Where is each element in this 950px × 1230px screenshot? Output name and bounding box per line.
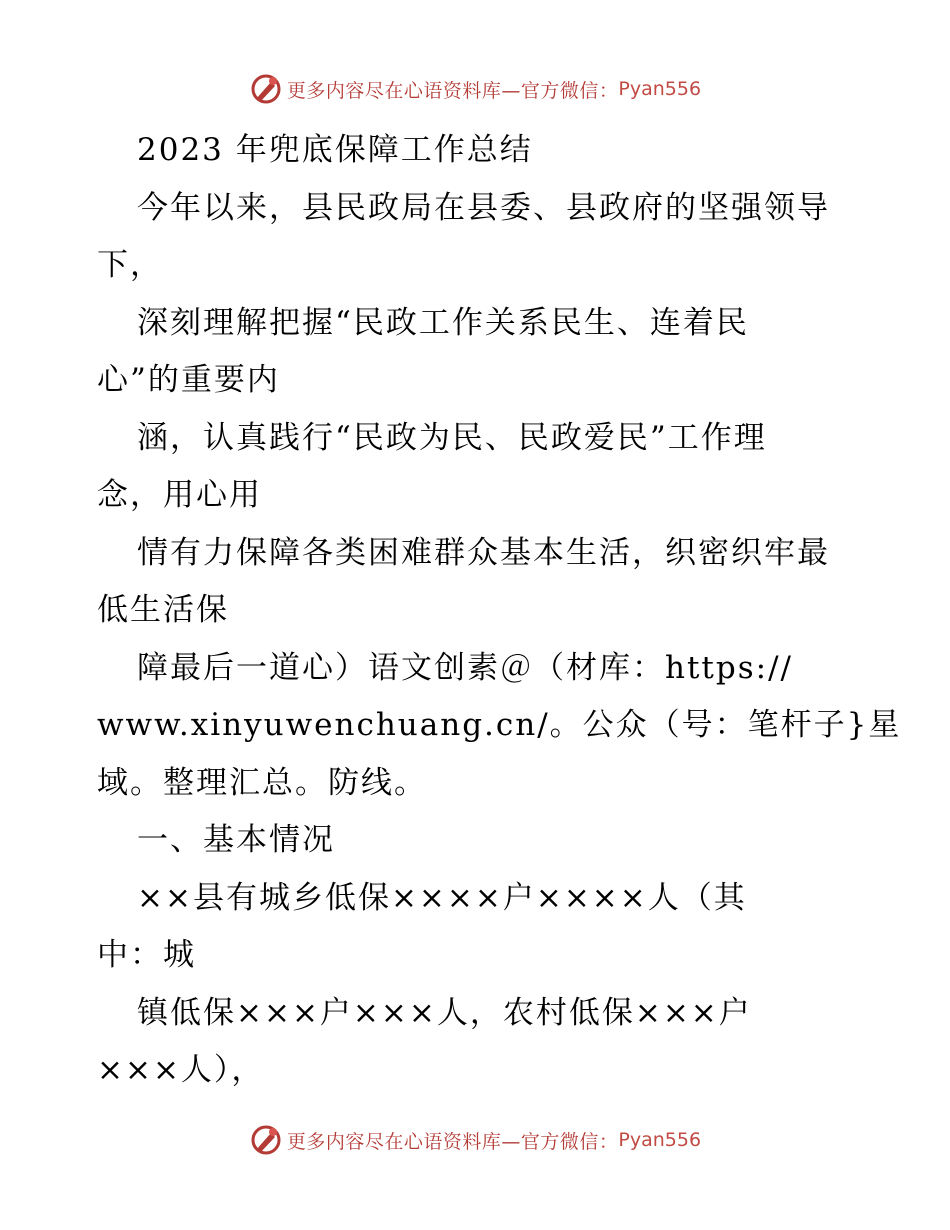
paragraph-line: 念，用心用 bbox=[97, 477, 262, 513]
watermark-text: 更多内容尽在心语资料库—官方微信： bbox=[286, 1130, 619, 1153]
paragraph-line: 心”的重要内 bbox=[97, 362, 280, 398]
document-title: 2023 年兜底保障工作总结 bbox=[137, 132, 533, 168]
paragraph-line: 镇低保×××户×××人，农村低保×××户 bbox=[137, 994, 752, 1031]
pen-logo-icon bbox=[249, 1123, 283, 1157]
paragraph-line: 中：城 bbox=[97, 937, 196, 973]
paragraph-line: 情有力保障各类困难群众基本生活，织密织牢最 bbox=[137, 534, 830, 571]
paragraph-line: 今年以来，县民政局在县委、县政府的坚强领导 bbox=[137, 189, 830, 226]
paragraph-line: 低生活保 bbox=[97, 592, 229, 628]
paragraph-line: 下， bbox=[97, 247, 163, 283]
pen-logo-icon bbox=[249, 72, 283, 106]
paragraph-line: www.xinyuwenchuang.cn/。公众（号：笔杆子}星 bbox=[97, 707, 902, 743]
paragraph-line: 涵，认真践行“民政为民、民政爱民”工作理 bbox=[137, 419, 767, 456]
header-watermark bbox=[0, 72, 950, 106]
paragraph-line: 域。整理汇总。防线。 bbox=[97, 764, 427, 801]
document-body bbox=[97, 122, 902, 1100]
paragraph-line: 深刻理解把握“民政工作关系民生、连着民 bbox=[137, 304, 749, 341]
paragraph-line: 障最后一道心）语文创素＠（材库：https:// bbox=[137, 649, 793, 686]
watermark-account: Pyan556 bbox=[618, 78, 702, 100]
watermark-text: 更多内容尽在心语资料库—官方微信： bbox=[286, 79, 619, 102]
footer-watermark bbox=[0, 1123, 950, 1157]
paragraph-line: ×××人）， bbox=[97, 1052, 265, 1088]
paragraph-line: ××县有城乡低保××××户××××人（其 bbox=[137, 879, 747, 916]
section-heading: 一、基本情况 bbox=[137, 822, 335, 858]
watermark-account: Pyan556 bbox=[618, 1129, 702, 1151]
